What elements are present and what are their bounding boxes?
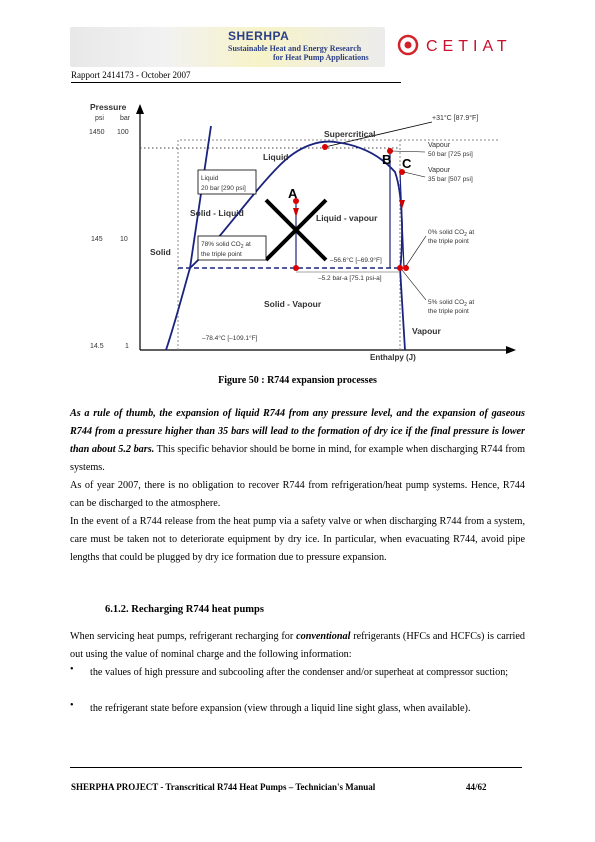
header-rule: [71, 82, 401, 83]
low-temp-label: –78.4°C [–109.1°F]: [202, 335, 258, 342]
solid-co2-text: 78% solid CO: [201, 241, 241, 248]
tick-psi-145: 145: [91, 236, 103, 243]
region-liquid: Liquid: [263, 152, 289, 162]
region-solid: Solid: [150, 247, 171, 257]
bullet-marker: •: [70, 664, 74, 675]
paragraph-release: In the event of a R744 release from the heat pump via a safety valve or when discharging R744 from a system, care must be taken not to deteriorate equipment by dry ice. In particular, when evacuating R744, avoid pipe lengths that could be plugged by dry ice formation due to pressure expansion.: [70, 516, 525, 563]
recharging-text-b: refrigerants (HFCs and HCFCs) is carried out using the value of nominal charge and the following information:: [70, 631, 525, 660]
x-axis-arrow: [506, 346, 516, 354]
region-vapour: Vapour: [412, 326, 441, 336]
region-solid-vapour: Solid - Vapour: [264, 299, 322, 309]
five-solid-line2: the triple point: [428, 308, 469, 315]
vap50-label2: 50 bar [725 psi]: [428, 151, 473, 158]
section-heading: 6.1.2. Recharging R744 heat pumps: [105, 604, 264, 615]
zero-solid-line1: [428, 229, 474, 238]
y-axis-arrow: [136, 104, 144, 114]
cetiat-logo: [396, 32, 526, 58]
triple-press-label: –5.2 bar-a [75.1 psi-a]: [318, 275, 382, 282]
vap35-leader: [404, 172, 425, 177]
liquid-box-line2: 20 bar [290 psi]: [201, 185, 246, 192]
banner-subtitle-2: for Heat Pump Applications: [273, 53, 369, 62]
rule-of-thumb-rest: This specific behavior should be borne in mind, for example when discharging R744 from systems.: [70, 444, 525, 473]
zero-solid-line2: the triple point: [428, 238, 469, 245]
critical-label: +31°C [87.9°F]: [432, 115, 479, 122]
zero-solid-text: 0% solid CO: [428, 229, 465, 236]
tick-psi-14.5: 14.5: [90, 343, 104, 350]
solid-co2-sub: 2: [240, 244, 244, 250]
report-reference: Rapport 2414173 - October 2007: [71, 70, 191, 80]
region-supercritical: Supercritical: [324, 129, 376, 139]
solid-co2-line2: the triple point: [201, 251, 242, 258]
rule-of-thumb-bold: As a rule of thumb, the expansion of liquid R744 from any pressure level, and the expansion of gaseous R744 from a pressure higher than 35 bars will lead to the formation of dry ice if the final pressure is lower than about 5.2 bars.: [70, 408, 525, 455]
x-axis-title: Enthalpy (J): [370, 353, 416, 362]
paragraph-recharging: [70, 628, 525, 664]
five-solid-end: at: [466, 299, 475, 306]
vap35-label2: 35 bar [507 psi]: [428, 176, 473, 183]
vapour-boundary: [400, 268, 405, 350]
vap50-label1: Vapour: [428, 142, 451, 149]
bar-label: bar: [120, 115, 131, 122]
paragraph-rule-of-thumb: [70, 405, 525, 477]
bullet-item-state: the refrigerant state before expansion (view through a liquid line sight glass, when available).: [90, 703, 471, 714]
paragraph-recovery: As of year 2007, there is no obligation to recover R744 from refrigeration/heat pump systems. Hence, R744 can be discharged to the atmosphere.: [70, 480, 525, 509]
five-solid-sub: 2: [464, 302, 467, 308]
banner-subtitle: Sustainable Heat and Energy Research: [228, 44, 362, 53]
triple-temp-label: –56.6°C [–69.9°F]: [330, 257, 382, 264]
arrow-a: [293, 208, 299, 217]
five-solid-leader: [402, 270, 426, 300]
zero-solid-sub: 2: [464, 232, 467, 238]
solid-co2-end: at: [243, 241, 251, 248]
label-b: B: [382, 152, 392, 167]
tick-bar-10: 10: [120, 236, 128, 243]
region-liquid-vapour: Liquid - vapour: [316, 213, 378, 223]
page-number: 44/62: [466, 782, 487, 792]
five-solid-line1: [428, 299, 474, 308]
bullet-marker: •: [70, 700, 74, 711]
footer-rule: [70, 767, 522, 768]
recharging-text-a: When servicing heat pumps, refrigerant recharging for: [70, 631, 297, 642]
vap50-leader: [392, 151, 425, 152]
zero-solid-end: at: [466, 229, 475, 236]
figure-caption: Figure 50 : R744 expansion processes: [218, 375, 377, 386]
point-critical: [322, 144, 328, 150]
tick-bar-1: 1: [125, 343, 129, 350]
footer-project: SHERPHA PROJECT - Transcritical R744 Heat Pumps – Technician's Manual: [71, 782, 376, 792]
phase-diagram: [80, 100, 520, 365]
banner-title: SHERHPA: [228, 29, 290, 43]
logo-text: CETIAT: [426, 38, 512, 55]
psi-label: psi: [95, 115, 104, 122]
point-a-triple: [293, 265, 299, 271]
tick-bar-100: 100: [117, 129, 129, 136]
y-axis-title: Pressure: [90, 102, 127, 112]
vap35-label1: Vapour: [428, 167, 451, 174]
bullet-item-pressure: the values of high pressure and subcooling after the condenser and/or superheat at compressor suction;: [90, 667, 509, 678]
label-c: C: [402, 156, 412, 171]
five-solid-text: 5% solid CO: [428, 299, 465, 306]
region-solid-liquid: Solid - Liquid: [190, 208, 244, 218]
label-a: A: [288, 186, 298, 201]
liquid-box-line1: Liquid: [201, 175, 219, 182]
zero-solid-leader: [406, 236, 426, 266]
recharging-emphasis: conventional: [296, 631, 351, 642]
tick-psi-1450: 1450: [89, 129, 105, 136]
